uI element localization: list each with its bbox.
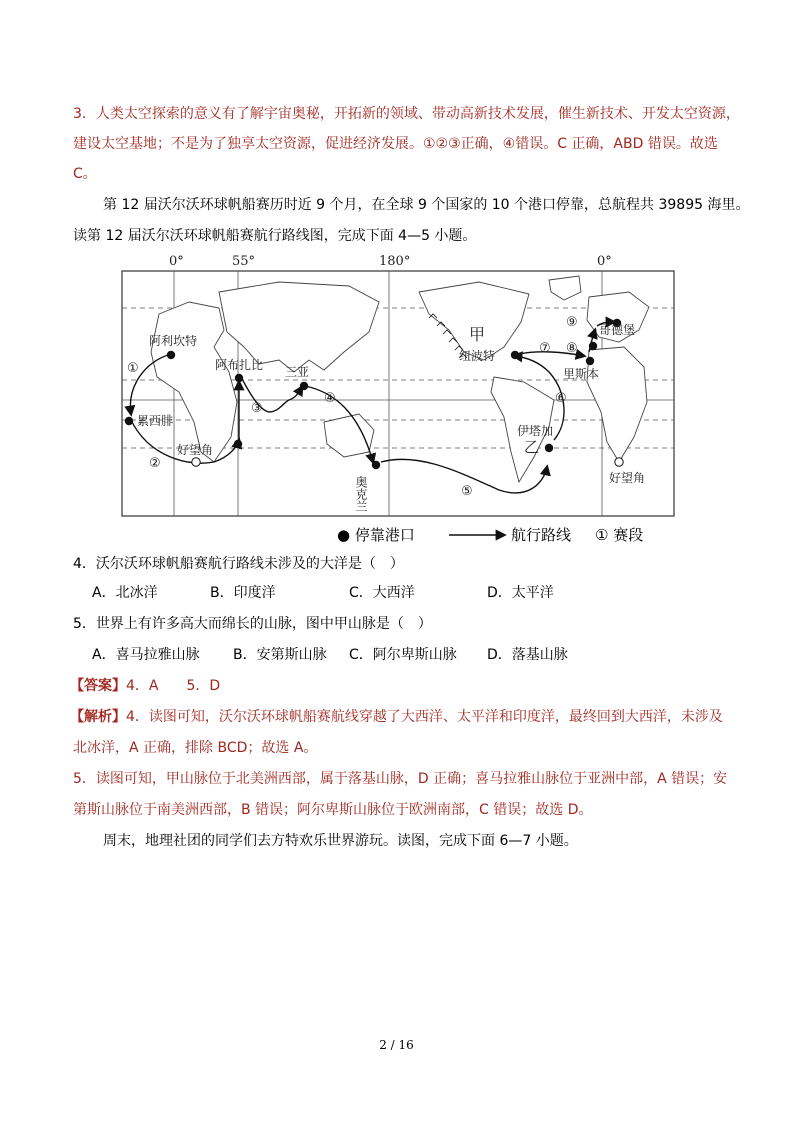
intro-4-5-line-1: 第 12 届沃尔沃环球帆船赛历时近 9 个月，在全球 9 个国家的 10 个港口停靠，总航程共 39895 海里。 <box>103 197 750 213</box>
port-label-itajai: 伊塔加 <box>517 424 554 438</box>
svg-text:奥克兰: 奥克兰 <box>354 476 368 512</box>
answer-tag: 【答案】 <box>70 678 126 694</box>
leg-9: ⑨ <box>566 315 578 330</box>
port-label-sanya: 三亚 <box>285 365 310 379</box>
answer-text: 4．A 5．D <box>126 678 221 694</box>
port-label-auckland <box>354 475 368 512</box>
q4-stem: 4．沃尔沃环球帆船赛航行路线未涉及的大洋是（ ） <box>73 556 404 572</box>
port-label-newport: 纽波特 <box>459 349 496 363</box>
q4-option-b: B．印度洋 <box>210 585 276 601</box>
answer-line <box>70 676 220 696</box>
leg-6: ⑥ <box>555 391 567 406</box>
q3-line-2: 建设太空基地；不是为了独享太空资源，促进经济发展。①②③正确，④错误。C 正确，ABD 错误。故选 <box>73 136 718 152</box>
intro-6-7: 周末，地理社团的同学们去方特欢乐世界游玩。读图，完成下面 6—7 小题。 <box>103 833 578 849</box>
q5-stem: 5．世界上有许多高大而绵长的山脉，图中甲山脉是（ ） <box>73 616 432 632</box>
port-label-cape-town-left: 好望角 <box>177 443 214 457</box>
port-label-cape-town-right: 好望角 <box>609 471 646 485</box>
q5-option-d: D．落基山脉 <box>487 647 568 663</box>
q4-option-c: C．大西洋 <box>349 585 415 601</box>
leg-5: ⑤ <box>461 484 473 499</box>
leg-1: ① <box>127 361 139 376</box>
q5-option-c: C．阿尔卑斯山脉 <box>349 647 457 663</box>
legend-route: 航行路线 <box>511 526 572 544</box>
q5-option-a: A．喜马拉雅山脉 <box>92 647 200 663</box>
port-label-lisbon: 里斯本 <box>563 367 600 381</box>
q4-option-d: D．太平洋 <box>487 585 554 601</box>
leg-2: ② <box>149 456 161 471</box>
analysis-line-4: 第斯山脉位于南美洲西部，B 错误；阿尔卑斯山脉位于欧洲南部，C 错误；故选 D。 <box>73 802 593 818</box>
legend-port: ● 停靠港口 <box>337 526 415 544</box>
leg-4: ④ <box>324 391 336 406</box>
lon-label-0-right: 0° <box>597 254 612 269</box>
port-label-recife: 累西腓 <box>137 414 174 428</box>
port-label-gothenburg: 哥德堡 <box>599 323 636 337</box>
leg-7: ⑦ <box>539 341 551 356</box>
route-map-svg <box>119 252 679 552</box>
q3-line-1: 3．人类太空探索的意义有了解宇宙奥秘，开拓新的领域、带动高新技术发展，催生新技术、开发太空资源， <box>73 106 740 122</box>
analysis-tag: 【解析】 <box>70 709 126 725</box>
legend-leg: ① 赛段 <box>595 526 644 544</box>
q5-option-b: B．安第斯山脉 <box>233 647 327 663</box>
analysis-line-1 <box>70 707 723 727</box>
analysis-line-2: 北冰洋，A 正确，排除 BCD；故选 A。 <box>73 740 318 756</box>
lon-label-0: 0° <box>169 254 184 269</box>
q3-line-3: C。 <box>73 166 97 182</box>
port-label-abu-dhabi: 阿布扎比 <box>215 358 264 372</box>
q4-option-a: A．北冰洋 <box>92 585 158 601</box>
page-number: 2 / 16 <box>379 1038 414 1052</box>
port-label-alicante: 阿利坎特 <box>149 334 198 348</box>
lon-label-180: 180° <box>379 254 411 269</box>
lon-label-55: 55° <box>232 254 256 269</box>
route-map <box>119 252 679 552</box>
intro-4-5-line-2: 读第 12 届沃尔沃环球帆船赛航行路线图，完成下面 4—5 小题。 <box>73 228 477 244</box>
leg-8: ⑧ <box>566 341 578 356</box>
mountain-jia-label: 甲 <box>469 325 486 344</box>
leg-3: ③ <box>251 401 263 416</box>
region-yi-label: 乙 <box>524 438 540 456</box>
analysis-text-1: 4．读图可知，沃尔沃环球帆船赛航线穿越了大西洋、太平洋和印度洋，最终回到大西洋，未涉及 <box>126 709 723 725</box>
analysis-line-3: 5．读图可知，甲山脉位于北美洲西部，属于落基山脉，D 正确；喜马拉雅山脉位于亚洲中部，A 错误；安 <box>73 771 728 787</box>
